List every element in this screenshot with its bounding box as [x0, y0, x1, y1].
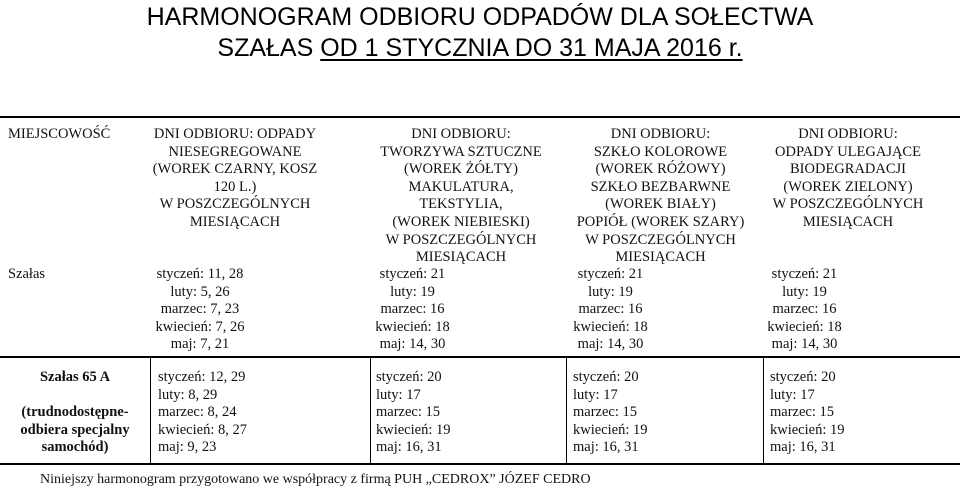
row1-plastics-dates: styczeń: 21 luty: 19 marzec: 16 kwiecień: 18 maj: 14, 30: [375, 266, 450, 353]
row-location-szalas: Szałas: [8, 266, 46, 282]
header-mixed-waste: DNI ODBIORU: ODPADY NIESEGREGOWANE (WOREK CZARNY, KOSZ 120 L.) W POSZCZEGÓLNYCH MIESIĄCACH: [152, 126, 318, 230]
row2-glass-dates: styczeń: 20 luty: 17 marzec: 15 kwiecień: 19 maj: 16, 31: [573, 369, 648, 456]
column-divider: [370, 358, 371, 463]
row2-plastics-dates: styczeń: 20 luty: 17 marzec: 15 kwiecień: 19 maj: 16, 31: [376, 369, 451, 456]
header-plastics-paper: DNI ODBIORU: TWORZYWA SZTUCZNE (WOREK ŻÓŁTY) MAKULATURA, TEKSTYLIA, (WOREK NIEBIESKI) W POSZCZEGÓLNYCH MIESIĄCACH: [380, 126, 542, 266]
row2-mixed-waste-dates: styczeń: 12, 29 luty: 8, 29 marzec: 8, 24 kwiecień: 8, 27 maj: 9, 23: [158, 369, 247, 456]
row1-bio-dates: styczeń: 21 luty: 19 marzec: 16 kwiecień: 18 maj: 14, 30: [767, 266, 842, 353]
header-biodegradable: DNI ODBIORU: ODPADY ULEGAJĄCE BIODEGRADACJI (WOREK ZIELONY) W POSZCZEGÓLNYCH MIESIĄCACH: [772, 126, 924, 230]
row1-mixed-waste-dates: styczeń: 11, 28 luty: 5, 26 marzec: 7, 23 kwiecień: 7, 26 maj: 7, 21: [155, 266, 245, 353]
column-divider: [763, 358, 764, 463]
row-location-szalas-65a: Szałas 65 A (trudnodostępne- odbiera specjalny samochód): [20, 369, 130, 456]
column-divider: [150, 358, 151, 463]
title-line-2-prefix: SZAŁAS: [217, 34, 321, 62]
title-line-1: HARMONOGRAM ODBIORU ODPADÓW DLA SOŁECTWA: [146, 3, 814, 31]
row1-glass-dates: styczeń: 21 luty: 19 marzec: 16 kwiecień: 18 maj: 14, 30: [573, 266, 648, 353]
row-divider: [0, 356, 960, 358]
title-line-2-dates: OD 1 STYCZNIA DO 31 MAJA 2016 r.: [320, 34, 743, 62]
row2-bio-dates: styczeń: 20 luty: 17 marzec: 15 kwiecień: 19 maj: 16, 31: [770, 369, 845, 456]
header-location: MIEJSCOWOŚĆ: [8, 126, 111, 142]
header-glass-ash: DNI ODBIORU: SZKŁO KOLOROWE (WOREK RÓŻOWY) SZKŁO BEZBARWNE (WOREK BIAŁY) POPIÓŁ (WOREK SZARY) W POSZCZEGÓLNYCH MIESIĄCACH: [576, 126, 745, 266]
column-divider: [566, 358, 567, 463]
footer-note: Niniejszy harmonogram przygotowano we współpracy z firmą PUH „CEDROX” JÓZEF CEDRO: [40, 472, 591, 487]
table-bottom-border: [0, 463, 960, 465]
table-top-border: [0, 116, 960, 118]
